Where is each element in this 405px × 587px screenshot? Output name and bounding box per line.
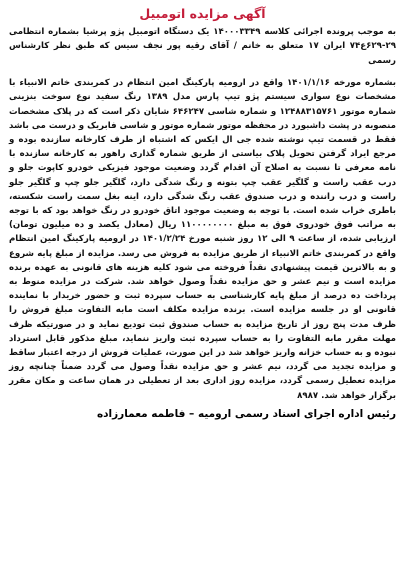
- notice-body-paragraph: بشماره مورخه ۱۴۰۱/۱/۱۶ واقع در ارومیه پارکینگ امین انتظام در کمربندی خاتم الانبیاء با مشخصات نوع سواری سیستم پژو تیپ پارس مدل ۱۳۸۹ رنگ سفید نوع سوخت بنزینی شماره موتور ۱۲۴۸۸۳۱۵۷۶۱ و شماره شاسی ۶۴۶۲۴۷ شایان ذکر است که در پلاک مشخصات منصوبه در پشت داشبورد در محفظه موتور شماره موتور و شاسی فابریک و درست می باشد فقط در قسمت تیپ نوشته شده جی ال ایکس که اشتباه از طرف کارخانه سازنده بوده و مرجع ایراد گرفتن تحویل پلاک بیاستی از طریق شماره گذاری راهور به کارخانه سازنده با نامه معرفی تا نسبت به اصلاح آن اقدام گردد وضعیت موجود فیزیکی خودرو کاپوت جلو و درب عقب راست و گلگیر عقب چپ بتونه و رنگ شدگی دارد، گلگیر جلو چپ و گلگیر جلو راست و درب راننده و درب صندوق عقب رنگ شدگی دارد، اینه بغل سمت راست شکسته، باطری خراب شده است. با توجه به وضعیت موجود اتاق خودرو در رنگ خواهد بود که با توجه به مراتب فوق خودروی فوق به مبلغ ۱۱۰۰۰۰۰۰۰۰ ریال (معادل یکصد و ده میلیون تومان) ارزیابی شده، از ساعت ۹ الی ۱۲ روز شنبه مورخ ۱۴۰۱/۲/۲۴ در ارومیه پارکینگ امین انتظام واقع در کمربندی خاتم الانبیاء از طریق مزایده به فروش می رسد. مزایده از مبلغ پایه شروع و به بالاترین قیمت پیشنهادی نقداً فروخته می شود کلیه هزینه های قانونی به عهده برنده مزایده است و نیم عشر و حق مزایده نقداً وصول خواهد شد. شرکت در مزایده منوط به پرداخت ده درصد از مبلغ پایه کارشناسی به حساب سپرده ثبت و حضور خریدار با نماینده قانونی او در جلسه مزایده است. برنده مزایده مکلف است مابه التفاوت مبلغ فروش را ظرف مدت پنج روز از تاریخ مزایده به حساب صندوق ثبت تودیع نماید و در صورتیکه ظرف مهلت مقرر مابه التفاوت را به حساب سپرده ثبت واریز ننماید، مبلغ مذکور قابل استرداد نبوده و به حساب خزانه واریز خواهد شد در این صورت، عملیات فروش از درجه اعتبار ساقط و مزایده تجدید می گردد، نیم عشر و حق مزایده نقداً وصول می گردد ضمناً چنانچه روز مزایده تعطیل رسمی گردد، مزایده روز اداری بعد از تعطیلی در همان ساعت و مکان مقرر برگزار خواهد شد. ۸۹۸۷: [9, 78, 397, 401]
- notice-title: آگهی مزایده اتومبیل: [139, 6, 266, 21]
- notice-intro-paragraph: به موجب پرونده اجرائی کلاسه ۱۴۰۰۰۳۳۴۹ یک دستگاه اتومبیل پژو پرشیا بشماره انتظامی ۲۹-۶۲۹ع۷۴ ایران ۱۷ متعلق به خانم / آقای رقیه پور نجف سیس که طبق نظر کارشناس رسمی: [9, 27, 396, 66]
- notice-signature: رئیس اداره اجرای اسناد رسمی ارومیه – فاطمه معمارزاده: [96, 407, 396, 420]
